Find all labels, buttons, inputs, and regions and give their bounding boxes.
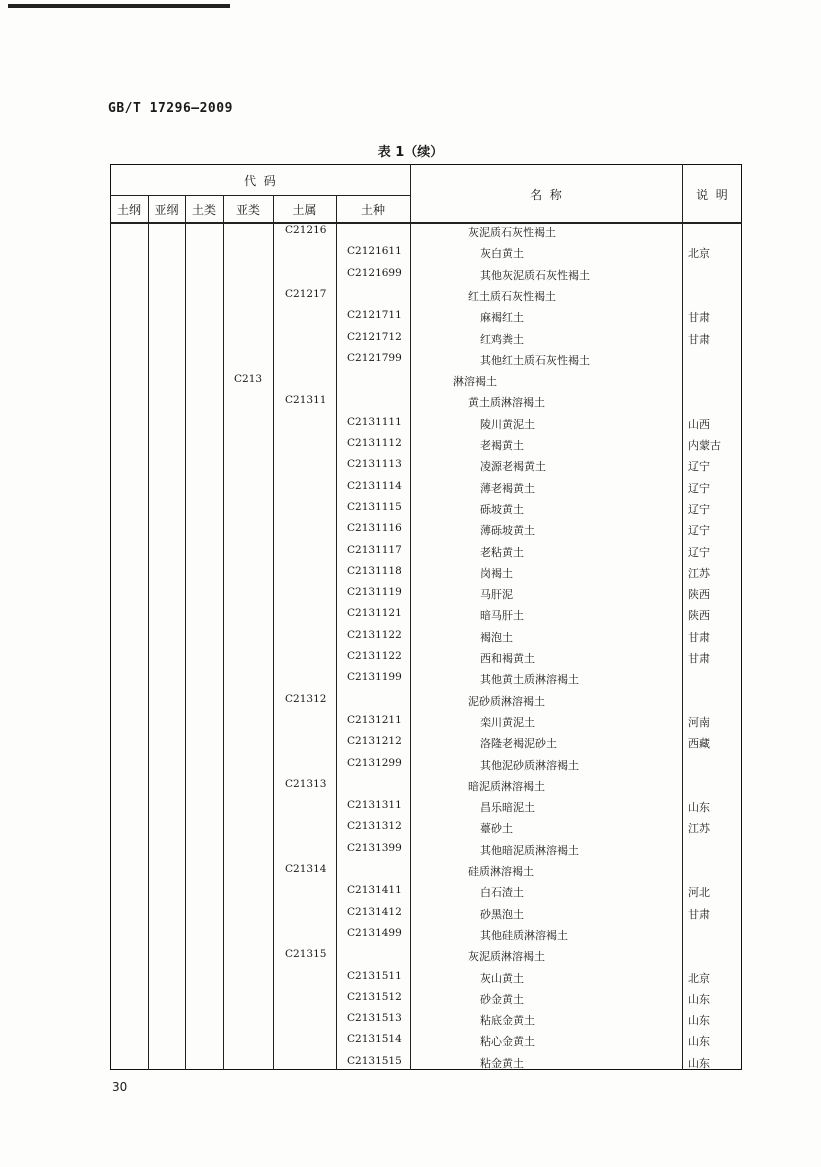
region-note: 江苏 (688, 567, 710, 580)
series-code: C2131311 (347, 799, 402, 811)
region-note: 内蒙古 (688, 439, 721, 452)
header-name: 名 称 (530, 188, 562, 202)
series-code: C2121611 (347, 245, 402, 257)
soil-name: 其他硅质淋溶褐土 (480, 929, 568, 942)
series-code: C2131512 (347, 991, 402, 1003)
series-code: C2131111 (347, 416, 402, 428)
series-code: C2131412 (347, 906, 402, 918)
soil-name: 薄老褐黄土 (480, 482, 535, 495)
series-code: C2131212 (347, 735, 402, 747)
page-number: 30 (112, 1080, 128, 1094)
soil-name: 其他黄土质淋溶褐土 (480, 673, 579, 686)
column-rule (273, 195, 274, 1070)
series-code: C2131511 (347, 970, 402, 982)
series-code: C2131115 (347, 501, 402, 513)
region-note: 甘肃 (688, 631, 710, 644)
soil-name: 砂黑泡土 (480, 908, 524, 921)
soil-name: 马肝泥 (480, 588, 513, 601)
soil-name: 薄砾坡黄土 (480, 524, 535, 537)
column-rule (682, 164, 683, 1070)
soil-name: 薹砂土 (480, 822, 513, 835)
soil-name: 红土质石灰性褐土 (468, 290, 556, 303)
header-series: 土种 (360, 203, 385, 217)
series-code: C2131121 (347, 607, 402, 619)
soil-name: 陵川黄泥土 (480, 418, 535, 431)
family-code: C21217 (285, 288, 327, 300)
family-code: C21216 (285, 224, 327, 236)
region-note: 河北 (688, 886, 710, 899)
column-rule (410, 164, 411, 1070)
column-rule (148, 195, 149, 1070)
series-code: C2131299 (347, 757, 402, 769)
series-code: C2131515 (347, 1055, 402, 1067)
soil-name: 灰泥质石灰性褐土 (468, 226, 556, 239)
header-bottom-rule (110, 222, 742, 224)
series-code: C2131122 (347, 650, 402, 662)
series-code: C2121712 (347, 331, 402, 343)
region-note: 陕西 (688, 609, 710, 622)
series-code: C2131118 (347, 565, 402, 577)
region-note: 北京 (688, 972, 710, 985)
series-code: C2131122 (347, 629, 402, 641)
series-code: C2121699 (347, 267, 402, 279)
header-code-group: 代 码 (244, 174, 276, 188)
region-note: 江苏 (688, 822, 710, 835)
region-note: 山东 (688, 993, 710, 1006)
series-code: C2131119 (347, 586, 402, 598)
soil-name: 灰白黄土 (480, 247, 524, 260)
region-note: 河南 (688, 716, 710, 729)
region-note: 山西 (688, 418, 710, 431)
family-code: C21315 (285, 948, 327, 960)
region-note: 甘肃 (688, 333, 710, 346)
soil-name: 砾坡黄土 (480, 503, 524, 516)
header-note: 说 明 (696, 188, 728, 202)
soil-name: 老褐黄土 (480, 439, 524, 452)
series-code: C2131513 (347, 1012, 402, 1024)
table-title: 表 1（续） (377, 145, 444, 160)
subgroup-code: C213 (234, 373, 263, 385)
soil-name: 粘心金黄土 (480, 1035, 535, 1048)
soil-name: 洛隆老褐泥砂土 (480, 737, 557, 750)
series-code: C2131113 (347, 458, 402, 470)
region-note: 辽宁 (688, 546, 710, 559)
soil-name: 硅质淋溶褐土 (468, 865, 534, 878)
series-code: C2131199 (347, 671, 402, 683)
family-code: C21314 (285, 863, 327, 875)
header-suborder: 亚纲 (154, 203, 179, 217)
header-group-rule (110, 195, 410, 196)
soil-name: 其他红土质石灰性褐土 (480, 354, 590, 367)
soil-name: 暗马肝土 (480, 609, 524, 622)
series-code: C2131116 (347, 522, 402, 534)
soil-name: 凌源老褐黄土 (480, 460, 546, 473)
soil-name: 粘底金黄土 (480, 1014, 535, 1027)
region-note: 辽宁 (688, 524, 710, 537)
series-code: C2131312 (347, 820, 402, 832)
series-code: C2131117 (347, 544, 402, 556)
region-note: 甘肃 (688, 652, 710, 665)
soil-name: 粘金黄土 (480, 1057, 524, 1070)
soil-name: 暗泥质淋溶褐土 (468, 780, 545, 793)
soil-name: 栾川黄泥土 (480, 716, 535, 729)
soil-name: 其他泥砂质淋溶褐土 (480, 759, 579, 772)
column-rule (336, 195, 337, 1070)
series-code: C2121799 (347, 352, 402, 364)
soil-name: 泥砂质淋溶褐土 (468, 695, 545, 708)
soil-name: 西和褐黄土 (480, 652, 535, 665)
soil-name: 红鸡粪土 (480, 333, 524, 346)
scan-top-edge-mark (8, 4, 230, 8)
column-rule (185, 195, 186, 1070)
soil-name: 麻褐红土 (480, 311, 524, 324)
soil-name: 昌乐暗泥土 (480, 801, 535, 814)
series-code: C2131211 (347, 714, 402, 726)
series-code: C2131499 (347, 927, 402, 939)
header-subgroup: 亚类 (235, 203, 260, 217)
header-group: 土类 (191, 203, 216, 217)
soil-name: 褐泡土 (480, 631, 513, 644)
region-note: 甘肃 (688, 908, 710, 921)
soil-name: 白石渣土 (480, 886, 524, 899)
series-code: C2131399 (347, 842, 402, 854)
standard-number: GB/T 17296—2009 (108, 101, 233, 116)
region-note: 辽宁 (688, 482, 710, 495)
soil-name: 淋溶褐土 (453, 375, 497, 388)
region-note: 山东 (688, 801, 710, 814)
region-note: 山东 (688, 1057, 710, 1070)
series-code: C2131114 (347, 480, 402, 492)
region-note: 山东 (688, 1035, 710, 1048)
region-note: 西藏 (688, 737, 710, 750)
soil-name: 其他灰泥质石灰性褐土 (480, 269, 590, 282)
header-soil-order: 土纲 (116, 203, 141, 217)
series-code: C2121711 (347, 309, 402, 321)
region-note: 山东 (688, 1014, 710, 1027)
soil-name: 其他暗泥质淋溶褐土 (480, 844, 579, 857)
series-code: C2131514 (347, 1033, 402, 1045)
soil-name: 岗褐土 (480, 567, 513, 580)
soil-name: 灰泥质淋溶褐土 (468, 950, 545, 963)
region-note: 辽宁 (688, 460, 710, 473)
soil-name: 老粘黄土 (480, 546, 524, 559)
family-code: C21312 (285, 693, 327, 705)
soil-name: 灰山黄土 (480, 972, 524, 985)
soil-name: 砂金黄土 (480, 993, 524, 1006)
region-note: 陕西 (688, 588, 710, 601)
column-rule (223, 195, 224, 1070)
header-family: 土属 (292, 203, 317, 217)
series-code: C2131112 (347, 437, 402, 449)
region-note: 辽宁 (688, 503, 710, 516)
series-code: C2131411 (347, 884, 402, 896)
soil-code-table (110, 164, 742, 1070)
region-note: 甘肃 (688, 311, 710, 324)
soil-name: 黄土质淋溶褐土 (468, 396, 545, 409)
family-code: C21313 (285, 778, 327, 790)
region-note: 北京 (688, 247, 710, 260)
family-code: C21311 (285, 394, 327, 406)
